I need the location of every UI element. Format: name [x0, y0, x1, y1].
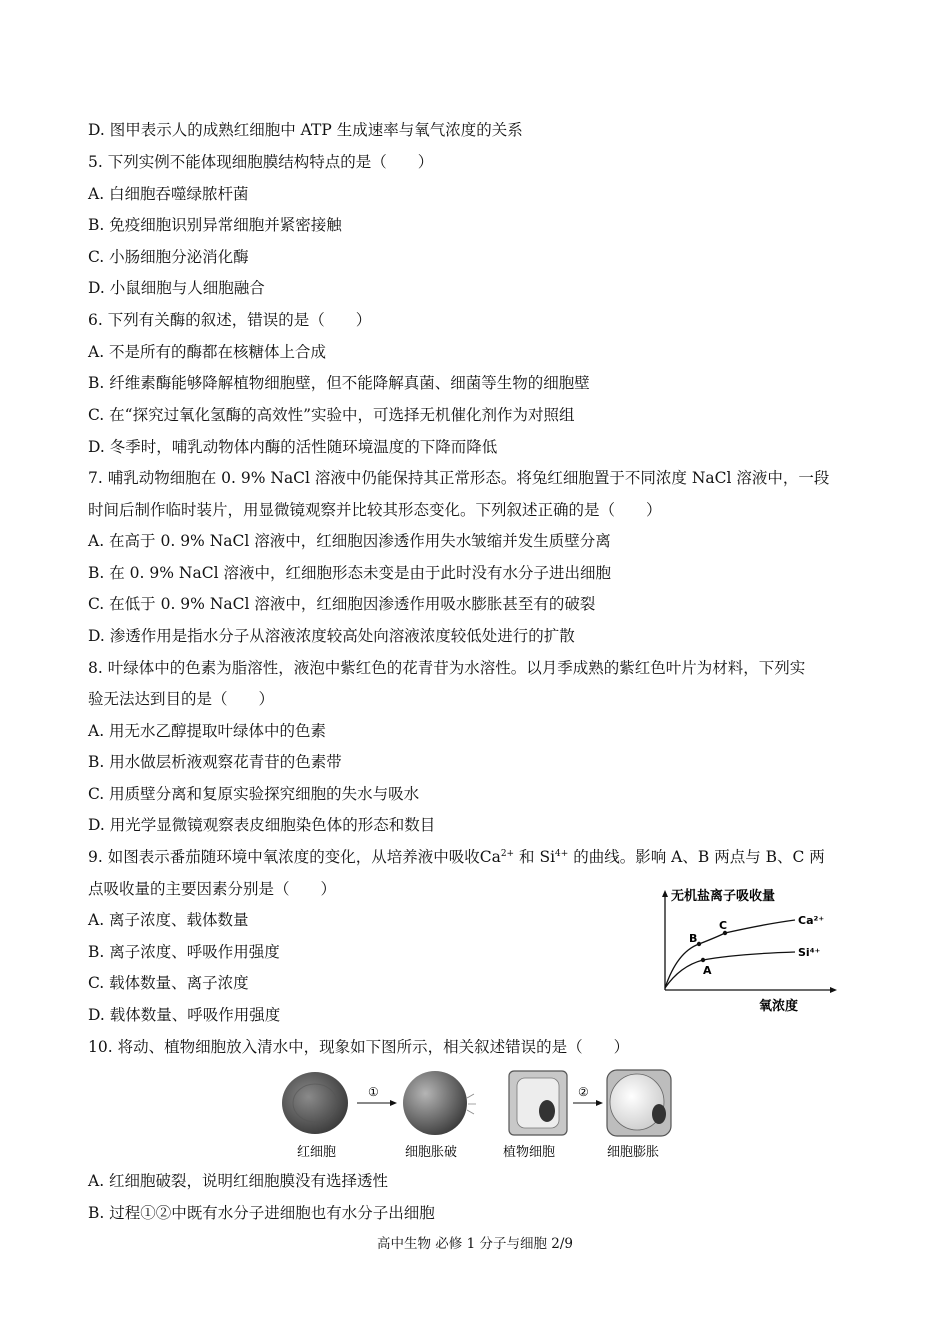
plant-vacuole	[517, 1078, 559, 1128]
label-swollen: 细胞膨胀	[607, 1145, 660, 1160]
label-a: A	[703, 964, 712, 977]
option-line: D. 载体数量、呼吸作用强度	[88, 1006, 281, 1024]
option-line: A. 白细胞吞噬绿脓杆菌	[88, 185, 249, 203]
option-line: D. 渗透作用是指水分子从溶液浓度较高处向溶液浓度较低处进行的扩散	[88, 627, 575, 645]
option-line: A. 离子浓度、载体数量	[88, 911, 249, 929]
label-plant-cell: 植物细胞	[503, 1145, 556, 1160]
ion-ca-charge: 2+	[500, 848, 515, 859]
plant-nucleus	[539, 1100, 555, 1122]
ion-si: Si	[539, 848, 556, 866]
question-8-stem-cont: 验无法达到目的是（ ）	[88, 690, 275, 708]
question-10-stem: 10. 将动、植物细胞放入清水中，现象如下图所示，相关叙述错误的是（ ）	[88, 1038, 630, 1056]
text-line: D. 图甲表示人的成熟红细胞中 ATP 生成速率与氧气浓度的关系	[88, 121, 523, 139]
ca-curve	[665, 920, 795, 988]
option-line: C. 在低于 0. 9% NaCl 溶液中，红细胞因渗透作用吸水膨胀甚至有的破裂	[88, 595, 596, 613]
question-7-stem: 7. 哺乳动物细胞在 0. 9% NaCl 溶液中仍能保持其正常形态。将兔红细胞置于不同浓度 NaCl 溶液中，一段	[88, 469, 830, 487]
question-9-stem-cont: 点吸收量的主要因素分别是（ ）	[88, 880, 337, 898]
point-a	[701, 958, 705, 962]
option-line: D. 小鼠细胞与人细胞融合	[88, 279, 265, 297]
option-line: C. 小肠细胞分泌消化酶	[88, 248, 249, 266]
q9-post: 的曲线。影响 A、B 两点与 B、C 两	[568, 848, 825, 866]
ion-absorption-chart	[655, 882, 855, 1022]
option-line: B. 用水做层析液观察花青苷的色素带	[88, 753, 342, 771]
label-burst: 细胞胀破	[405, 1145, 458, 1160]
burst-cell	[403, 1071, 467, 1135]
arrow-2-head	[596, 1100, 603, 1106]
option-line: B. 离子浓度、呼吸作用强度	[88, 943, 280, 961]
option-line: B. 免疫细胞识别异常细胞并紧密接触	[88, 216, 342, 234]
option-line: A. 不是所有的酶都在核糖体上合成	[88, 343, 327, 361]
option-line: B. 在 0. 9% NaCl 溶液中，红细胞形态未变是由于此时没有水分子进出细胞	[88, 564, 611, 582]
question-7-stem-cont: 时间后制作临时装片，用显微镜观察并比较其形态变化。下列叙述正确的是（ ）	[88, 501, 662, 519]
x-axis-arrow	[830, 987, 837, 993]
cell-water-figure	[275, 1066, 675, 1166]
option-line: C. 在“探究过氧化氢酶的高效性”实验中，可选择无机催化剂作为对照组	[88, 406, 575, 424]
label-red-cell: 红细胞	[297, 1145, 337, 1160]
y-axis-arrow	[662, 890, 668, 897]
option-line: C. 载体数量、离子浓度	[88, 974, 249, 992]
step-2-label: ②	[578, 1085, 589, 1099]
x-axis-label: 氧浓度	[759, 999, 799, 1014]
ion-si-charge: 4+	[555, 848, 569, 859]
label-b: B	[689, 932, 698, 945]
option-line: D. 用光学显微镜观察表皮细胞染色体的形态和数目	[88, 816, 436, 834]
option-line: C. 用质壁分离和复原实验探究细胞的失水与吸水	[88, 785, 420, 803]
page-footer: 高中生物 必修 1 分子与细胞 2/9	[377, 1236, 573, 1252]
label-c: C	[719, 919, 728, 932]
si-curve	[665, 952, 795, 988]
option-line: A. 红细胞破裂，说明红细胞膜没有选择透性	[88, 1172, 389, 1190]
question-9-stem	[88, 847, 825, 867]
swollen-nucleus	[652, 1104, 666, 1124]
y-axis-label: 无机盐离子吸收量	[671, 889, 776, 904]
red-blood-cell	[282, 1072, 348, 1134]
option-line: A. 用无水乙醇提取叶绿体中的色素	[88, 722, 327, 740]
option-line: B. 纤维素酶能够降解植物细胞壁，但不能降解真菌、细菌等生物的细胞壁	[88, 374, 590, 392]
q9-mid: 和	[514, 848, 540, 866]
ion-ca: Ca	[479, 848, 501, 866]
question-5-stem: 5. 下列实例不能体现细胞膜结构特点的是（ ）	[88, 153, 434, 171]
question-6-stem: 6. 下列有关酶的叙述，错误的是（ ）	[88, 311, 372, 329]
question-8-stem: 8. 叶绿体中的色素为脂溶性，液泡中紫红色的花青苷为水溶性。以月季成熟的紫红色叶片为材料，下列实	[88, 659, 806, 677]
option-line: A. 在高于 0. 9% NaCl 溶液中，红细胞因渗透作用失水皱缩并发生质壁分离	[88, 532, 611, 550]
step-1-label: ①	[368, 1085, 379, 1099]
series-ca-label: Ca²⁺	[798, 914, 825, 927]
q9-pre: 9. 如图表示番茄随环境中氧浓度的变化，从培养液中吸收	[88, 848, 480, 866]
point-b	[697, 942, 701, 946]
arrow-1-head	[390, 1100, 397, 1106]
burst-fragments	[467, 1094, 476, 1114]
option-line: D. 冬季时，哺乳动物体内酶的活性随环境温度的下降而降低	[88, 438, 498, 456]
option-line: B. 过程①②中既有水分子进细胞也有水分子出细胞	[88, 1204, 435, 1222]
series-si-label: Si⁴⁺	[798, 946, 821, 959]
